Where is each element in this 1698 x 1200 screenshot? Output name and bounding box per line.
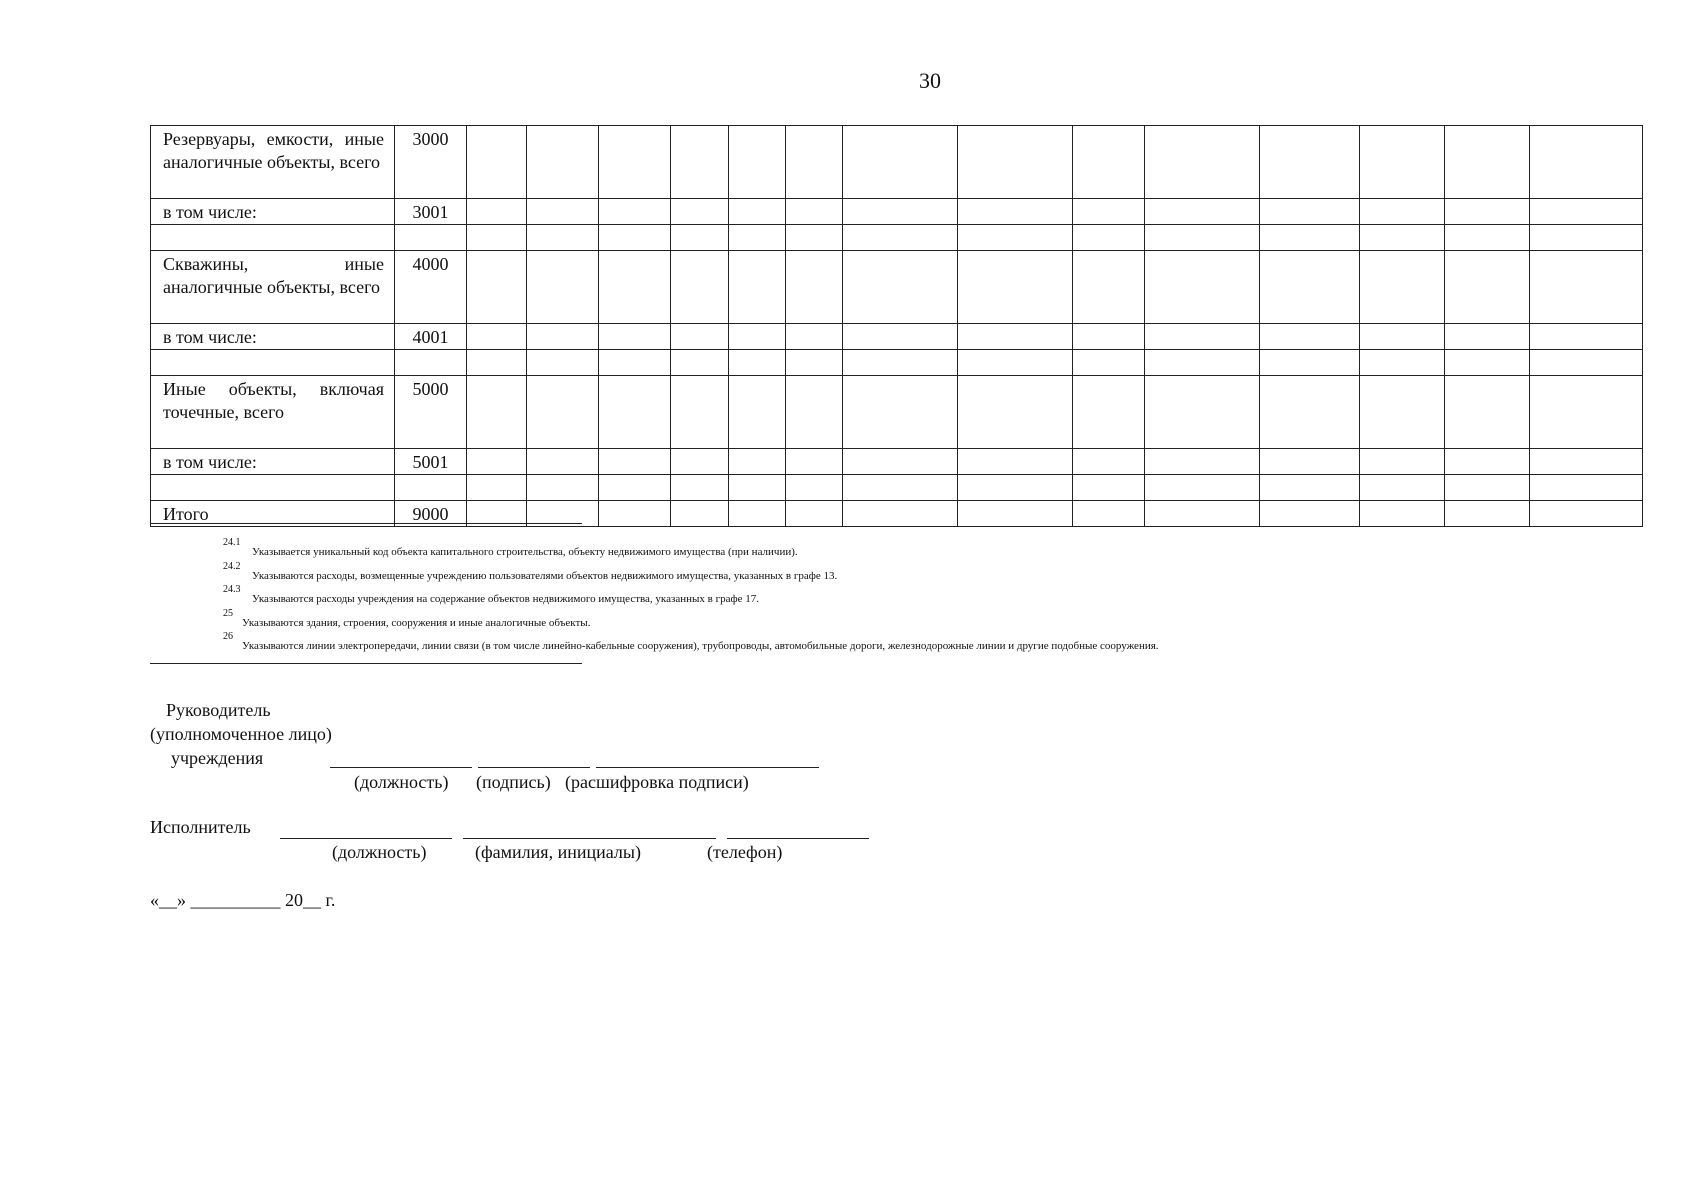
value-cell[interactable] (843, 324, 958, 350)
value-cell[interactable] (786, 324, 843, 350)
value-cell[interactable] (1260, 126, 1360, 199)
value-cell[interactable] (671, 376, 729, 449)
value-cell[interactable] (1530, 350, 1643, 376)
value-cell[interactable] (1145, 350, 1260, 376)
value-cell[interactable] (1073, 126, 1145, 199)
value-cell[interactable] (1260, 501, 1360, 527)
table-row-blank (151, 350, 1643, 376)
value-cell[interactable] (599, 225, 671, 251)
value-cell[interactable] (1145, 225, 1260, 251)
row-label: Резервуары, емкости, иные аналогичные объекты, всего (151, 126, 395, 199)
value-cell[interactable] (958, 475, 1073, 501)
value-cell[interactable] (527, 376, 599, 449)
value-cell[interactable] (1445, 501, 1530, 527)
value-cell[interactable] (467, 449, 527, 475)
value-cell[interactable] (1445, 126, 1530, 199)
row-code: 5000 (395, 376, 467, 449)
executor-phone-line[interactable] (727, 838, 869, 839)
head-title: Руководитель (166, 700, 271, 720)
value-cell[interactable] (1360, 475, 1445, 501)
value-cell[interactable] (467, 126, 527, 199)
value-cell[interactable] (1360, 449, 1445, 475)
value-cell[interactable] (1445, 225, 1530, 251)
value-cell[interactable] (1073, 350, 1145, 376)
value-cell[interactable] (1530, 251, 1643, 324)
value-cell[interactable] (1445, 376, 1530, 449)
value-cell[interactable] (729, 350, 786, 376)
row-label: Скважины, иные аналогичные объекты, всего (151, 251, 395, 324)
value-cell[interactable] (527, 225, 599, 251)
executor-caption-phone: (телефон) (707, 842, 783, 862)
value-cell[interactable] (729, 376, 786, 449)
value-cell[interactable] (1530, 126, 1643, 199)
executor-caption-name: (фамилия, инициалы) (475, 842, 641, 862)
value-cell[interactable] (786, 501, 843, 527)
value-cell[interactable] (599, 324, 671, 350)
value-cell[interactable] (786, 449, 843, 475)
row-code (395, 225, 467, 251)
footnote-text: Указываются линии электропередачи, линии связи (в том числе линейно-кабельные сооружения), трубопроводы, автомобильные дороги, железнодорожные линии и другие подобные сооружения. (242, 640, 1159, 652)
value-cell[interactable] (729, 501, 786, 527)
value-cell[interactable] (1260, 225, 1360, 251)
value-cell[interactable] (1445, 475, 1530, 501)
value-cell[interactable] (729, 475, 786, 501)
value-cell[interactable] (1530, 324, 1643, 350)
value-cell[interactable] (1073, 251, 1145, 324)
value-cell[interactable] (1260, 475, 1360, 501)
value-cell[interactable] (843, 376, 958, 449)
value-cell[interactable] (1360, 199, 1445, 225)
value-cell[interactable] (958, 251, 1073, 324)
value-cell[interactable] (1073, 376, 1145, 449)
footnote-mark: 24.1 (223, 537, 241, 548)
row-code: 3000 (395, 126, 467, 199)
row-code: 4001 (395, 324, 467, 350)
head-signature-line[interactable] (478, 767, 590, 768)
value-cell[interactable] (1445, 251, 1530, 324)
head-institution: учреждения (171, 748, 264, 768)
value-cell[interactable] (527, 475, 599, 501)
value-cell[interactable] (467, 475, 527, 501)
value-cell[interactable] (786, 376, 843, 449)
table-row (151, 251, 1643, 324)
row-label (151, 475, 395, 501)
value-cell[interactable] (527, 251, 599, 324)
value-cell[interactable] (843, 199, 958, 225)
value-cell[interactable] (1530, 501, 1643, 527)
table-row-blank (151, 475, 1643, 501)
footnote-mark: 24.2 (223, 560, 241, 572)
value-cell[interactable] (1073, 475, 1145, 501)
value-cell[interactable] (843, 350, 958, 376)
value-cell[interactable] (1260, 251, 1360, 324)
footnote-texts (240, 541, 1660, 659)
value-cell[interactable] (467, 324, 527, 350)
footnote-text: Указываются расходы, возмещенные учреждению пользователями объектов недвижимого имущества, указанных в графе 13. (252, 569, 838, 582)
value-cell[interactable] (958, 501, 1073, 527)
value-cell[interactable] (599, 501, 671, 527)
value-cell[interactable] (729, 126, 786, 199)
value-cell[interactable] (958, 350, 1073, 376)
value-cell[interactable] (671, 225, 729, 251)
value-cell[interactable] (843, 225, 958, 251)
value-cell[interactable] (843, 251, 958, 324)
value-cell[interactable] (786, 225, 843, 251)
value-cell[interactable] (1145, 449, 1260, 475)
executor-position-line[interactable] (280, 838, 452, 839)
value-cell[interactable] (1530, 225, 1643, 251)
value-cell[interactable] (1360, 324, 1445, 350)
value-cell[interactable] (729, 199, 786, 225)
value-cell[interactable] (1260, 324, 1360, 350)
value-cell[interactable] (527, 350, 599, 376)
value-cell[interactable] (786, 251, 843, 324)
value-cell[interactable] (729, 449, 786, 475)
value-cell[interactable] (786, 350, 843, 376)
value-cell[interactable] (729, 225, 786, 251)
row-code (395, 475, 467, 501)
value-cell[interactable] (1073, 225, 1145, 251)
value-cell[interactable] (599, 251, 671, 324)
value-cell[interactable] (467, 376, 527, 449)
value-cell[interactable] (1530, 449, 1643, 475)
value-cell[interactable] (671, 324, 729, 350)
value-cell[interactable] (1145, 324, 1260, 350)
value-cell[interactable] (843, 501, 958, 527)
executor-label: Исполнитель (150, 817, 251, 837)
value-cell[interactable] (1260, 199, 1360, 225)
value-cell[interactable] (843, 126, 958, 199)
footnote-rule-bottom (150, 663, 582, 664)
table-row (151, 199, 1643, 225)
head-subtitle: (уполномоченное лицо) (150, 724, 332, 744)
value-cell[interactable] (1073, 324, 1145, 350)
value-cell[interactable] (671, 501, 729, 527)
footnote-mark: 24.3 (223, 584, 241, 595)
row-label (151, 225, 395, 251)
value-cell[interactable] (958, 225, 1073, 251)
executor-caption-position: (должность) (332, 842, 427, 862)
value-cell[interactable] (843, 449, 958, 475)
head-caption-decoding: (расшифровка подписи) (565, 772, 749, 792)
value-cell[interactable] (527, 199, 599, 225)
value-cell[interactable] (527, 324, 599, 350)
value-cell[interactable] (1073, 449, 1145, 475)
value-cell[interactable] (1530, 376, 1643, 449)
value-cell[interactable] (1360, 225, 1445, 251)
value-cell[interactable] (843, 475, 958, 501)
value-cell[interactable] (467, 350, 527, 376)
value-cell[interactable] (958, 449, 1073, 475)
row-label: в том числе: (151, 199, 395, 225)
value-cell[interactable] (671, 449, 729, 475)
value-cell[interactable] (729, 324, 786, 350)
value-cell[interactable] (1145, 475, 1260, 501)
value-cell[interactable] (1530, 199, 1643, 225)
row-label: в том числе: (151, 449, 395, 475)
date-line: «__» __________ 20__ г. (150, 890, 336, 910)
head-caption-position: (должность) (354, 772, 449, 792)
property-table (150, 125, 1643, 527)
footnote-text: Указывается уникальный код объекта капитального строительства, объекту недвижимого имущества (при наличии). (252, 546, 798, 558)
value-cell[interactable] (527, 449, 599, 475)
value-cell[interactable] (958, 324, 1073, 350)
value-cell[interactable] (958, 376, 1073, 449)
head-decoding-line[interactable] (596, 767, 819, 768)
row-label (151, 350, 395, 376)
value-cell[interactable] (467, 251, 527, 324)
head-position-line[interactable] (330, 767, 472, 768)
table-row (151, 376, 1643, 449)
value-cell[interactable] (1260, 449, 1360, 475)
value-cell[interactable] (467, 225, 527, 251)
value-cell[interactable] (786, 199, 843, 225)
value-cell[interactable] (671, 126, 729, 199)
table-row (151, 449, 1643, 475)
row-label: в том числе: (151, 324, 395, 350)
value-cell[interactable] (1445, 350, 1530, 376)
footnote-rule-top (150, 523, 582, 524)
value-cell[interactable] (599, 475, 671, 501)
value-cell[interactable] (467, 199, 527, 225)
value-cell[interactable] (1360, 350, 1445, 376)
value-cell[interactable] (1145, 199, 1260, 225)
table-row-blank (151, 225, 1643, 251)
value-cell[interactable] (671, 251, 729, 324)
value-cell[interactable] (1145, 251, 1260, 324)
value-cell[interactable] (527, 126, 599, 199)
footnote-text: Указываются расходы учреждения на содержание объектов недвижимого имущества, указанных в графе 17. (252, 593, 759, 605)
row-code: 4000 (395, 251, 467, 324)
value-cell[interactable] (599, 376, 671, 449)
value-cell[interactable] (599, 126, 671, 199)
value-cell[interactable] (1145, 126, 1260, 199)
row-code: 3001 (395, 199, 467, 225)
value-cell[interactable] (1145, 501, 1260, 527)
value-cell[interactable] (1360, 126, 1445, 199)
value-cell[interactable] (1260, 350, 1360, 376)
row-label: Иные объекты, включая точечные, всего (151, 376, 395, 449)
row-code: 5001 (395, 449, 467, 475)
value-cell[interactable] (1530, 475, 1643, 501)
head-caption-signature: (подпись) (476, 772, 551, 792)
value-cell[interactable] (1260, 376, 1360, 449)
value-cell[interactable] (599, 449, 671, 475)
table-row (151, 126, 1643, 199)
value-cell[interactable] (1360, 376, 1445, 449)
value-cell[interactable] (1073, 501, 1145, 527)
value-cell[interactable] (671, 350, 729, 376)
value-cell[interactable] (1145, 376, 1260, 449)
value-cell[interactable] (1445, 449, 1530, 475)
footnote-text: Указываются здания, строения, сооружения и иные аналогичные объекты. (242, 616, 591, 629)
row-label: Итого (151, 501, 395, 527)
row-code (395, 350, 467, 376)
value-cell[interactable] (1360, 501, 1445, 527)
value-cell[interactable] (599, 350, 671, 376)
value-cell[interactable] (1445, 199, 1530, 225)
value-cell[interactable] (1360, 251, 1445, 324)
value-cell[interactable] (958, 126, 1073, 199)
page-number: 30 (919, 68, 941, 93)
value-cell[interactable] (958, 199, 1073, 225)
table-row (151, 324, 1643, 350)
row-code: 9000 (395, 501, 467, 527)
value-cell[interactable] (729, 251, 786, 324)
value-cell[interactable] (1073, 199, 1145, 225)
value-cell[interactable] (1445, 324, 1530, 350)
footnote-mark: 26 (223, 631, 233, 642)
executor-name-line[interactable] (463, 838, 716, 839)
value-cell[interactable] (671, 475, 729, 501)
value-cell[interactable] (599, 199, 671, 225)
footnote-mark: 25 (223, 607, 233, 619)
value-cell[interactable] (671, 199, 729, 225)
value-cell[interactable] (786, 475, 843, 501)
value-cell[interactable] (786, 126, 843, 199)
